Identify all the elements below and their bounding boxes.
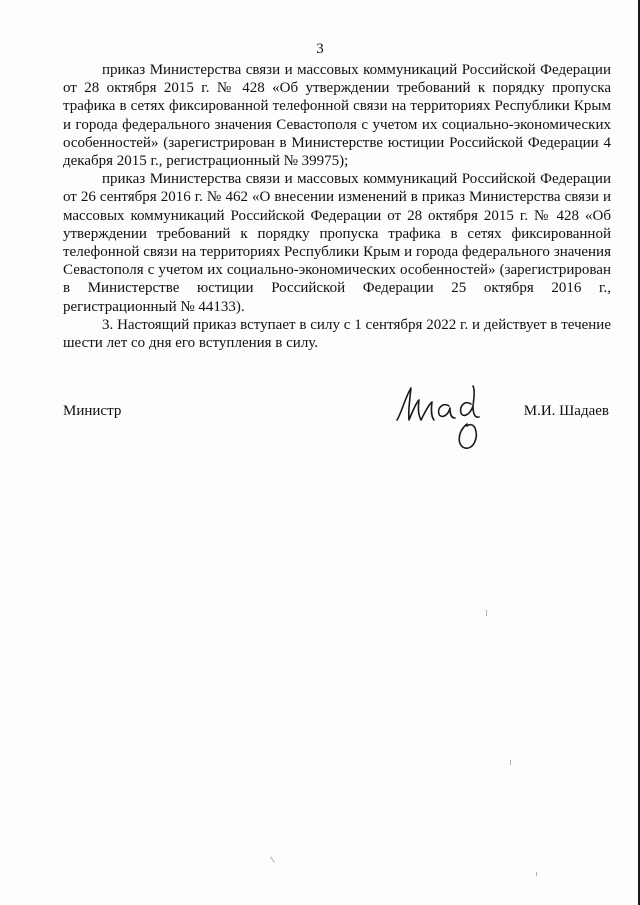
position-title: Министр [63,403,122,419]
scan-speck [270,856,275,862]
paragraph-effective-date: 3. Настоящий приказ вступает в силу с 1 сентября 2022 г. и действует в течение шести лет со дня его вступления в силу. [63,316,611,352]
page-number: 3 [316,41,324,57]
handwritten-signature [393,384,503,468]
document-body [63,61,611,352]
signer-name: М.И. Шадаев [523,403,609,419]
signature-block [63,400,611,470]
scan-speck [536,872,537,876]
paragraph-order-2016: приказ Министерства связи и массовых коммуникаций Российской Федерации от 26 сентября 2016 г. № 462 «О внесении изменений в приказ Министерства связи и массовых коммуникаций Российской Федерации от 28 октября 2015 г. № 428 «Об утверждении требований к порядку пропуска трафика в сетях фиксированной телефонной связи на территориях Республики Крым и города федерального значения Севастополя с учетом их социально-экономических особенностей» (зарегистрирован в Министерстве юстиции Российской Федерации 25 октября 2016 г., регистрационный № 44133). [63,171,611,315]
scan-speck [510,760,511,765]
paragraph-order-2015: приказ Министерства связи и массовых коммуникаций Российской Федерации от 28 октября 2015 г. № 428 «Об утверждении требований к порядку пропуска трафика в сетях фиксированной телефонной связи на территориях Республики Крым и города федерального значения Севастополя с учетом их социально-экономических особенностей» (зарегистрирован в Министерстве юстиции Российской Федерации 4 декабря 2015 г., регистрационный № 39975); [63,62,611,170]
scan-speck [486,610,487,616]
